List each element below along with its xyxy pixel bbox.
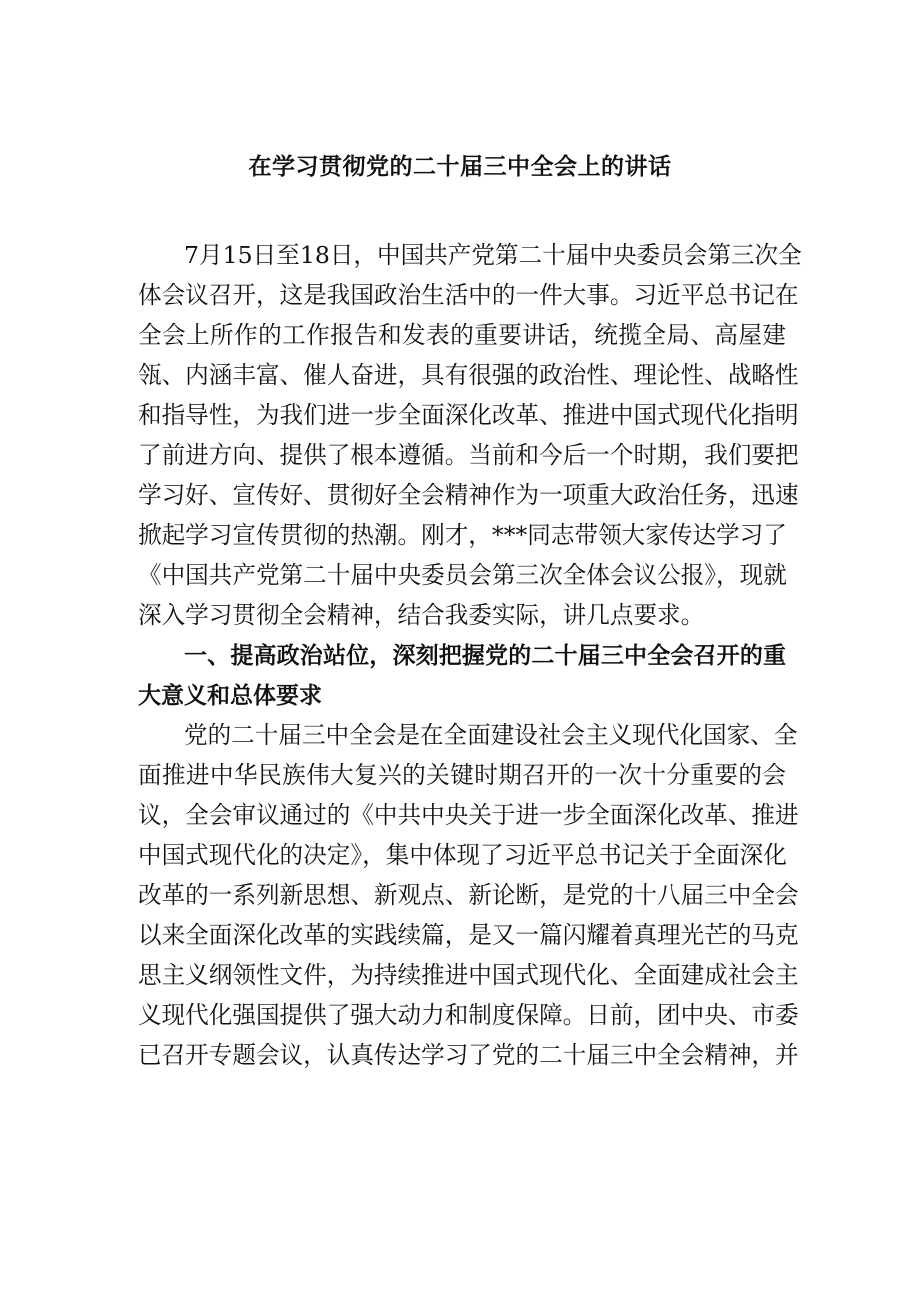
paragraph-line: 掀起学习宣传贯彻的热潮。刚才，***同志带领大家传达学习了	[138, 521, 787, 549]
paragraph-line: 了前进方向、提供了根本遵循。当前和今后一个时期，我们要把	[138, 441, 799, 469]
paragraph-line: 和指导性，为我们进一步全面深化改革、推进中国式现代化指明	[138, 401, 799, 429]
paragraph-line: 党的二十届三中全会是在全面建设社会主义现代化国家、全	[184, 721, 798, 749]
paragraph-line: 全会上所作的工作报告和发表的重要讲话，统揽全局、高屋建	[138, 321, 786, 349]
paragraph-line: 7月15日至18日，中国共产党第二十届中央委员会第三次全	[184, 241, 802, 269]
paragraph-line: 体会议召开，这是我国政治生活中的一件大事。习近平总书记在	[138, 281, 799, 309]
paragraph-line: 深入学习贯彻全会精神，结合我委实际，讲几点要求。	[138, 601, 705, 629]
paragraph-line: 已召开专题会议，认真传达学习了党的二十届三中全会精神，并	[138, 1041, 799, 1069]
paragraph-line: 思主义纲领性文件，为持续推进中国式现代化、全面建成社会主	[138, 961, 799, 989]
paragraph-line: 面推进中华民族伟大复兴的关键时期召开的一次十分重要的会	[138, 761, 786, 789]
paragraph-line: 以来全面深化改革的实践续篇，是又一篇闪耀着真理光芒的马克	[138, 921, 799, 949]
document-title: 在学习贯彻党的二十届三中全会上的讲话	[248, 154, 672, 180]
paragraph-line: 《中国共产党第二十届中央委员会第三次全体会议公报》，现就	[138, 561, 787, 589]
paragraph-line: 学习好、宣传好、贯彻好全会精神作为一项重大政治任务，迅速	[138, 481, 799, 509]
paragraph-line: 议，全会审议通过的《中共中央关于进一步全面深化改革、推进	[138, 801, 799, 829]
paragraph-line: 中国式现代化的决定》，集中体现了习近平总书记关于全面深化	[138, 841, 787, 869]
section-heading-line: 一、提高政治站位，深刻把握党的二十届三中全会召开的重	[184, 643, 786, 669]
section-heading-line: 大意义和总体要求	[138, 683, 322, 709]
paragraph-line: 改革的一系列新思想、新观点、新论断，是党的十八届三中全会	[138, 881, 799, 909]
paragraph-line: 义现代化强国提供了强大动力和制度保障。日前，团中央、市委	[138, 1001, 799, 1029]
paragraph-line: 瓴、内涵丰富、催人奋进，具有很强的政治性、理论性、战略性	[138, 361, 799, 389]
